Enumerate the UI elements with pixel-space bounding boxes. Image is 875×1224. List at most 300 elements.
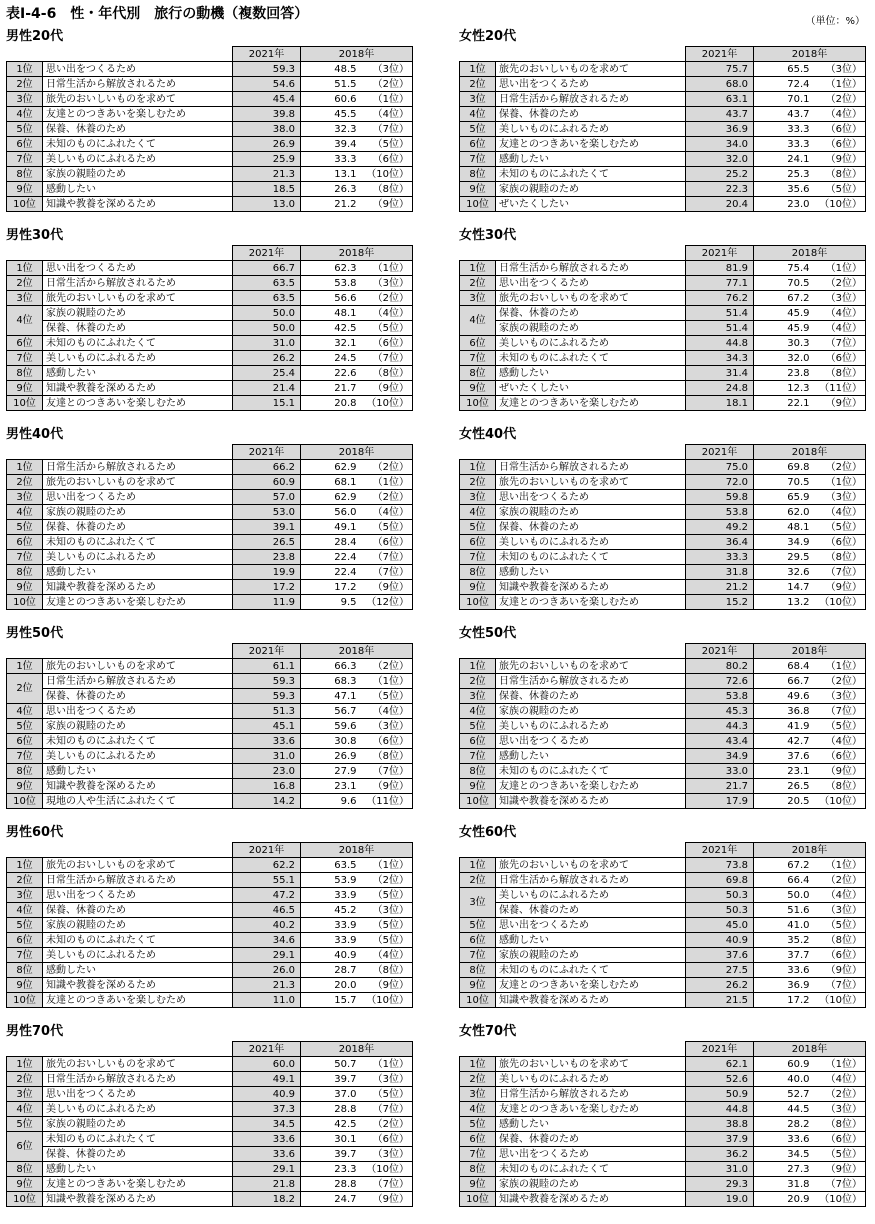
- table-row: [7, 1192, 413, 1207]
- value-2021-cell: 60.9: [233, 475, 301, 490]
- rank-cell: 8位: [460, 366, 496, 381]
- item-cell: 未知のものにふれたくて: [43, 535, 233, 550]
- ranking-panel: [6, 426, 412, 610]
- rank-2018-cell: （8位）: [359, 366, 413, 381]
- value-2021-cell: 81.9: [686, 261, 754, 276]
- rank-cell: 7位: [460, 1147, 496, 1162]
- rank-cell: 8位: [7, 366, 43, 381]
- value-2018-cell: 17.2: [301, 580, 359, 595]
- rank-cell: 1位: [460, 858, 496, 873]
- item-cell: 思い出をつくるため: [496, 276, 686, 291]
- value-2018-cell: 45.5: [301, 107, 359, 122]
- value-2018-cell: 26.9: [301, 749, 359, 764]
- table-row: [7, 351, 413, 366]
- item-cell: 美しいものにふれるため: [496, 888, 686, 903]
- table-row: [7, 918, 413, 933]
- item-cell: 知識や教養を深めるため: [43, 197, 233, 212]
- rank-cell: 3位: [460, 490, 496, 505]
- value-2021-cell: 40.9: [686, 933, 754, 948]
- item-cell: 日常生活から解放されるため: [496, 1087, 686, 1102]
- value-2018-cell: 43.7: [754, 107, 812, 122]
- value-2018-cell: 22.6: [301, 366, 359, 381]
- rank-2018-cell: （4位）: [812, 1072, 866, 1087]
- rank-cell: 10位: [460, 794, 496, 809]
- value-2021-cell: 24.8: [686, 381, 754, 396]
- rank-cell: 10位: [460, 197, 496, 212]
- rank-2018-cell: （7位）: [812, 336, 866, 351]
- item-cell: 思い出をつくるため: [496, 734, 686, 749]
- item-cell: 現地の人や生活にふれたくて: [43, 794, 233, 809]
- rank-2018-cell: （4位）: [812, 321, 866, 336]
- rank-2018-cell: （2位）: [359, 490, 413, 505]
- value-2021-cell: 63.5: [233, 276, 301, 291]
- rank-2018-cell: （6位）: [359, 152, 413, 167]
- rank-2018-cell: （1位）: [359, 261, 413, 276]
- table-row: [460, 565, 866, 580]
- value-2018-cell: 56.6: [301, 291, 359, 306]
- table-row: [460, 734, 866, 749]
- value-2021-cell: 62.2: [233, 858, 301, 873]
- rank-2018-cell: （4位）: [812, 107, 866, 122]
- rank-2018-cell: （8位）: [359, 963, 413, 978]
- value-2021-cell: 51.3: [233, 704, 301, 719]
- rank-cell: 9位: [7, 381, 43, 396]
- rank-cell: 6位: [7, 535, 43, 550]
- header-2018: 2018年: [301, 644, 413, 659]
- value-2018-cell: 32.0: [754, 351, 812, 366]
- value-2021-cell: 34.0: [686, 137, 754, 152]
- table-row: [7, 276, 413, 291]
- item-cell: 美しいものにふれるため: [496, 336, 686, 351]
- item-cell: 友達とのつきあいを楽しむため: [496, 779, 686, 794]
- value-2021-cell: 26.9: [233, 137, 301, 152]
- value-2018-cell: 47.1: [301, 689, 359, 704]
- value-2018-cell: 21.2: [301, 197, 359, 212]
- value-2018-cell: 33.6: [754, 963, 812, 978]
- header-2018: 2018年: [301, 47, 413, 62]
- value-2018-cell: 36.9: [754, 978, 812, 993]
- rank-cell: 2位: [7, 77, 43, 92]
- rank-2018-cell: （2位）: [359, 291, 413, 306]
- rank-cell: 6位: [7, 137, 43, 152]
- panel-title: 女性20代: [459, 29, 517, 44]
- rank-2018-cell: （9位）: [359, 978, 413, 993]
- table-row: [7, 933, 413, 948]
- item-cell: 思い出をつくるため: [43, 490, 233, 505]
- item-cell: 未知のものにふれたくて: [496, 351, 686, 366]
- item-cell: 家族の親睦のため: [496, 1177, 686, 1192]
- table-row: [460, 1177, 866, 1192]
- table-row: [460, 595, 866, 610]
- table-row: [7, 535, 413, 550]
- value-2021-cell: 60.0: [233, 1057, 301, 1072]
- rank-2018-cell: （6位）: [812, 1132, 866, 1147]
- value-2018-cell: 48.1: [754, 520, 812, 535]
- rank-2018-cell: （7位）: [812, 565, 866, 580]
- value-2021-cell: 34.3: [686, 351, 754, 366]
- item-cell: 未知のものにふれたくて: [43, 1132, 233, 1147]
- rank-2018-cell: （4位）: [812, 888, 866, 903]
- item-cell: 友達とのつきあいを楽しむため: [496, 1102, 686, 1117]
- header-2021: 2021年: [686, 47, 754, 62]
- rank-2018-cell: （9位）: [812, 396, 866, 411]
- item-cell: 知識や教養を深めるため: [496, 993, 686, 1008]
- rank-cell: 4位: [7, 1102, 43, 1117]
- value-2021-cell: 47.2: [233, 888, 301, 903]
- rank-2018-cell: （5位）: [359, 137, 413, 152]
- value-2021-cell: 40.9: [233, 1087, 301, 1102]
- rank-cell: 8位: [7, 167, 43, 182]
- value-2018-cell: 41.9: [754, 719, 812, 734]
- rank-cell: 5位: [7, 1117, 43, 1132]
- value-2018-cell: 68.4: [754, 659, 812, 674]
- rank-2018-cell: （1位）: [812, 475, 866, 490]
- ranking-panel: [6, 625, 412, 809]
- value-2021-cell: 75.0: [686, 460, 754, 475]
- rank-cell: 6位: [460, 535, 496, 550]
- value-2018-cell: 26.3: [301, 182, 359, 197]
- value-2018-cell: 39.7: [301, 1147, 359, 1162]
- value-2018-cell: 35.2: [754, 933, 812, 948]
- item-cell: 家族の親睦のため: [496, 704, 686, 719]
- table-row: [460, 659, 866, 674]
- table-row: [7, 674, 413, 689]
- rank-cell: 3位: [460, 1087, 496, 1102]
- value-2018-cell: 65.9: [754, 490, 812, 505]
- table-row: [7, 167, 413, 182]
- item-cell: 未知のものにふれたくて: [496, 167, 686, 182]
- value-2021-cell: 15.1: [233, 396, 301, 411]
- table-row: [7, 595, 413, 610]
- rank-cell: 7位: [460, 948, 496, 963]
- table-row: [460, 1117, 866, 1132]
- value-2021-cell: 59.3: [233, 62, 301, 77]
- rank-2018-cell: （2位）: [812, 674, 866, 689]
- item-cell: 旅先のおいしいものを求めて: [43, 92, 233, 107]
- table-row: [7, 704, 413, 719]
- ranking-table: [459, 245, 866, 411]
- item-cell: 家族の親睦のため: [43, 719, 233, 734]
- table-header-row: [460, 843, 866, 858]
- value-2018-cell: 68.3: [301, 674, 359, 689]
- item-cell: 思い出をつくるため: [43, 704, 233, 719]
- item-cell: 旅先のおいしいものを求めて: [43, 475, 233, 490]
- item-cell: 旅先のおいしいものを求めて: [43, 291, 233, 306]
- table-row: [460, 749, 866, 764]
- value-2021-cell: 21.5: [686, 993, 754, 1008]
- value-2018-cell: 60.6: [301, 92, 359, 107]
- item-cell: 美しいものにふれるため: [496, 122, 686, 137]
- value-2021-cell: 11.0: [233, 993, 301, 1008]
- value-2021-cell: 34.6: [233, 933, 301, 948]
- table-row: [7, 336, 413, 351]
- panel-title: 男性40代: [6, 427, 64, 442]
- rank-2018-cell: （8位）: [812, 933, 866, 948]
- rank-2018-cell: （3位）: [812, 291, 866, 306]
- rank-cell: 5位: [7, 520, 43, 535]
- value-2018-cell: 37.7: [754, 948, 812, 963]
- header-blank-cell: [7, 246, 233, 261]
- value-2018-cell: 62.3: [301, 261, 359, 276]
- rank-cell: 2位: [460, 873, 496, 888]
- value-2021-cell: 37.6: [686, 948, 754, 963]
- table-row: [460, 535, 866, 550]
- table-row: [7, 306, 413, 321]
- table-row: [7, 978, 413, 993]
- table-row: [460, 580, 866, 595]
- item-cell: 保養、休養のため: [43, 122, 233, 137]
- item-cell: 家族の親睦のため: [496, 505, 686, 520]
- value-2021-cell: 34.9: [686, 749, 754, 764]
- value-2021-cell: 17.9: [686, 794, 754, 809]
- header-blank-cell: [7, 47, 233, 62]
- item-cell: 友達とのつきあいを楽しむため: [496, 137, 686, 152]
- table-row: [7, 490, 413, 505]
- item-cell: 感動したい: [496, 933, 686, 948]
- value-2021-cell: 66.7: [233, 261, 301, 276]
- rank-2018-cell: （6位）: [812, 749, 866, 764]
- rank-2018-cell: （1位）: [812, 858, 866, 873]
- table-row: [460, 152, 866, 167]
- table-row: [7, 197, 413, 212]
- value-2018-cell: 12.3: [754, 381, 812, 396]
- table-row: [460, 993, 866, 1008]
- rank-cell: 4位: [460, 107, 496, 122]
- item-cell: 旅先のおいしいものを求めて: [43, 1057, 233, 1072]
- rank-cell: 4位: [460, 505, 496, 520]
- item-cell: 家族の親睦のため: [496, 321, 686, 336]
- value-2018-cell: 63.5: [301, 858, 359, 873]
- table-row: [460, 291, 866, 306]
- rank-cell: 1位: [460, 659, 496, 674]
- value-2021-cell: 44.3: [686, 719, 754, 734]
- value-2021-cell: 45.0: [686, 918, 754, 933]
- rank-cell: 8位: [7, 1162, 43, 1177]
- header-2021: 2021年: [233, 644, 301, 659]
- table-row: [7, 92, 413, 107]
- rank-2018-cell: （10位）: [812, 794, 866, 809]
- rank-2018-cell: （7位）: [359, 1177, 413, 1192]
- rank-cell: 6位: [7, 336, 43, 351]
- rank-2018-cell: （7位）: [359, 550, 413, 565]
- rank-cell: 6位: [460, 734, 496, 749]
- value-2021-cell: 37.3: [233, 1102, 301, 1117]
- header-2021: 2021年: [686, 246, 754, 261]
- item-cell: 友達とのつきあいを楽しむため: [496, 396, 686, 411]
- item-cell: 友達とのつきあいを楽しむため: [496, 595, 686, 610]
- table-row: [460, 963, 866, 978]
- rank-cell: 6位: [7, 1132, 43, 1162]
- table-row: [460, 366, 866, 381]
- table-header-row: [460, 47, 866, 62]
- item-cell: 友達とのつきあいを楽しむため: [43, 993, 233, 1008]
- rank-cell: 7位: [460, 152, 496, 167]
- value-2021-cell: 61.1: [233, 659, 301, 674]
- value-2018-cell: 45.9: [754, 321, 812, 336]
- value-2018-cell: 45.2: [301, 903, 359, 918]
- header-2018: 2018年: [301, 1042, 413, 1057]
- table-row: [7, 1162, 413, 1177]
- table-row: [7, 580, 413, 595]
- value-2018-cell: 39.7: [301, 1072, 359, 1087]
- rank-2018-cell: （10位）: [812, 595, 866, 610]
- table-row: [460, 490, 866, 505]
- rank-2018-cell: （8位）: [359, 749, 413, 764]
- item-cell: 保養、休養のため: [43, 689, 233, 704]
- rank-cell: 2位: [460, 276, 496, 291]
- item-cell: 知識や教養を深めるため: [43, 1192, 233, 1207]
- value-2018-cell: 62.9: [301, 490, 359, 505]
- item-cell: 旅先のおいしいものを求めて: [43, 659, 233, 674]
- value-2018-cell: 24.1: [754, 152, 812, 167]
- rank-cell: 9位: [7, 182, 43, 197]
- value-2018-cell: 33.3: [754, 137, 812, 152]
- item-cell: 未知のものにふれたくて: [43, 137, 233, 152]
- table-row: [460, 918, 866, 933]
- header-2021: 2021年: [686, 843, 754, 858]
- table-row: [7, 1087, 413, 1102]
- rank-2018-cell: （1位）: [812, 261, 866, 276]
- item-cell: 思い出をつくるため: [43, 1087, 233, 1102]
- table-row: [460, 122, 866, 137]
- rank-cell: 8位: [460, 963, 496, 978]
- panel-title: 男性20代: [6, 29, 64, 44]
- item-cell: 美しいものにふれるため: [43, 152, 233, 167]
- value-2018-cell: 20.0: [301, 978, 359, 993]
- rank-2018-cell: （7位）: [359, 565, 413, 580]
- rank-cell: 5位: [460, 122, 496, 137]
- item-cell: 友達とのつきあいを楽しむため: [43, 107, 233, 122]
- table-header-row: [460, 246, 866, 261]
- item-cell: 保養、休養のため: [496, 107, 686, 122]
- table-row: [460, 858, 866, 873]
- rank-2018-cell: （2位）: [359, 659, 413, 674]
- value-2018-cell: 32.3: [301, 122, 359, 137]
- table-row: [460, 674, 866, 689]
- table-row: [460, 1102, 866, 1117]
- table-row: [460, 62, 866, 77]
- rank-cell: 8位: [7, 764, 43, 779]
- table-header-row: [7, 644, 413, 659]
- rank-2018-cell: （9位）: [359, 779, 413, 794]
- rank-cell: 6位: [460, 137, 496, 152]
- rank-cell: 2位: [460, 674, 496, 689]
- value-2018-cell: 50.7: [301, 1057, 359, 1072]
- rank-cell: 5位: [460, 1117, 496, 1132]
- value-2021-cell: 45.1: [233, 719, 301, 734]
- rank-cell: 3位: [7, 888, 43, 903]
- item-cell: 旅先のおいしいものを求めて: [43, 858, 233, 873]
- rank-2018-cell: （10位）: [359, 167, 413, 182]
- item-cell: 家族の親睦のため: [496, 948, 686, 963]
- rank-2018-cell: （3位）: [359, 719, 413, 734]
- value-2021-cell: 36.4: [686, 535, 754, 550]
- value-2021-cell: 55.1: [233, 873, 301, 888]
- table-row: [7, 963, 413, 978]
- rank-cell: 9位: [460, 182, 496, 197]
- value-2021-cell: 59.3: [233, 674, 301, 689]
- item-cell: 知識や教養を深めるため: [496, 1192, 686, 1207]
- value-2018-cell: 66.4: [754, 873, 812, 888]
- table-row: [460, 321, 866, 336]
- rank-2018-cell: （9位）: [359, 197, 413, 212]
- header-2018: 2018年: [754, 644, 866, 659]
- item-cell: 友達とのつきあいを楽しむため: [43, 595, 233, 610]
- value-2021-cell: 77.1: [686, 276, 754, 291]
- item-cell: 家族の親睦のため: [43, 306, 233, 321]
- value-2018-cell: 41.0: [754, 918, 812, 933]
- rank-cell: 1位: [7, 261, 43, 276]
- rank-2018-cell: （6位）: [359, 1132, 413, 1147]
- rank-2018-cell: （10位）: [812, 1192, 866, 1207]
- item-cell: 思い出をつくるため: [496, 77, 686, 92]
- rank-cell: 5位: [7, 719, 43, 734]
- rank-cell: 1位: [460, 261, 496, 276]
- value-2018-cell: 53.9: [301, 873, 359, 888]
- rank-2018-cell: （2位）: [359, 873, 413, 888]
- rank-cell: 1位: [7, 62, 43, 77]
- rank-2018-cell: （9位）: [812, 764, 866, 779]
- value-2018-cell: 48.5: [301, 62, 359, 77]
- value-2021-cell: 31.0: [233, 336, 301, 351]
- rank-cell: 1位: [460, 460, 496, 475]
- rank-2018-cell: （4位）: [359, 306, 413, 321]
- table-row: [7, 505, 413, 520]
- value-2018-cell: 44.5: [754, 1102, 812, 1117]
- rank-cell: 7位: [460, 749, 496, 764]
- value-2021-cell: 25.2: [686, 167, 754, 182]
- header-blank-cell: [460, 445, 686, 460]
- rank-2018-cell: （10位）: [812, 197, 866, 212]
- rank-cell: 10位: [460, 396, 496, 411]
- item-cell: 旅先のおいしいものを求めて: [496, 1057, 686, 1072]
- rank-cell: 1位: [7, 659, 43, 674]
- value-2021-cell: 21.3: [233, 978, 301, 993]
- value-2018-cell: 33.6: [754, 1132, 812, 1147]
- rank-2018-cell: （10位）: [359, 993, 413, 1008]
- table-header-row: [460, 445, 866, 460]
- rank-cell: 8位: [460, 167, 496, 182]
- value-2021-cell: 23.8: [233, 550, 301, 565]
- value-2018-cell: 30.8: [301, 734, 359, 749]
- value-2021-cell: 50.0: [233, 306, 301, 321]
- ranking-panel: [459, 227, 865, 411]
- panel-title: 男性50代: [6, 626, 64, 641]
- value-2018-cell: 24.5: [301, 351, 359, 366]
- header-blank-cell: [7, 445, 233, 460]
- rank-2018-cell: （5位）: [812, 520, 866, 535]
- table-row: [460, 77, 866, 92]
- rank-2018-cell: （6位）: [359, 336, 413, 351]
- table-row: [460, 689, 866, 704]
- rank-cell: 10位: [460, 1192, 496, 1207]
- rank-cell: 3位: [460, 92, 496, 107]
- table-row: [460, 475, 866, 490]
- table-header-row: [7, 843, 413, 858]
- item-cell: 保養、休養のため: [43, 903, 233, 918]
- rank-cell: 6位: [460, 933, 496, 948]
- value-2018-cell: 20.8: [301, 396, 359, 411]
- rank-2018-cell: （1位）: [359, 858, 413, 873]
- value-2021-cell: 31.8: [686, 565, 754, 580]
- value-2018-cell: 62.0: [754, 505, 812, 520]
- value-2018-cell: 45.9: [754, 306, 812, 321]
- table-row: [7, 764, 413, 779]
- value-2018-cell: 28.4: [301, 535, 359, 550]
- value-2018-cell: 70.5: [754, 276, 812, 291]
- value-2021-cell: 26.2: [686, 978, 754, 993]
- panel-title: 女性70代: [459, 1024, 517, 1039]
